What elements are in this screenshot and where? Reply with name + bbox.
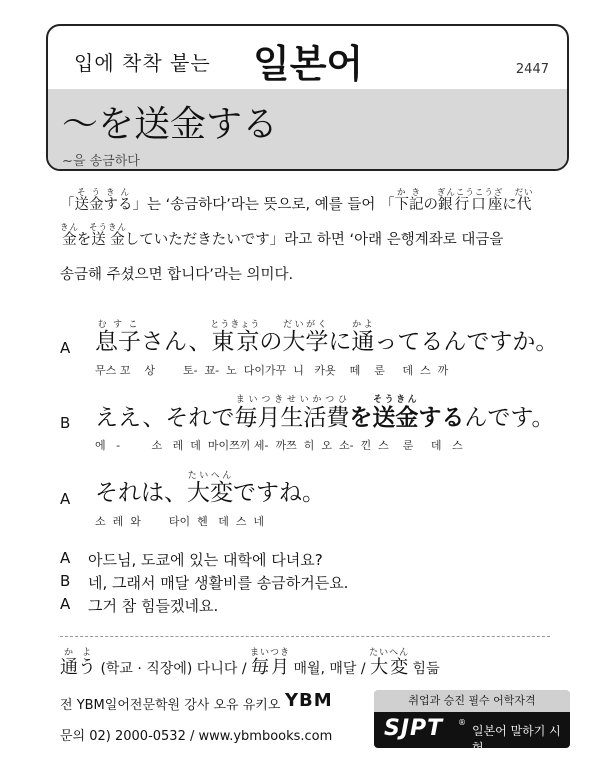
sjpt-ad xyxy=(374,690,570,755)
speaker-label: B xyxy=(60,414,71,432)
sjpt-tagline: 취업과 승진 필수 어학자격 xyxy=(374,690,570,712)
translation-line: 그거 참 힘들겠네요. xyxy=(88,597,219,615)
sjpt-banner xyxy=(374,712,570,755)
translation-speaker: A xyxy=(60,549,71,567)
brand-title: 일본어 xyxy=(253,42,364,86)
text: 송금해 주셨으면 합니다’라는 의미다. xyxy=(60,267,294,283)
divider xyxy=(60,636,550,637)
text: の xyxy=(423,197,438,213)
text: を xyxy=(76,232,92,248)
lesson-title: ～を送金する xyxy=(62,104,279,145)
dialog-line-3: それは、大変たいへんですね。 xyxy=(95,471,325,506)
speaker-label: A xyxy=(60,490,71,508)
ruby-word: 下記かき xyxy=(394,188,424,213)
ruby-word: 送金そうきん xyxy=(89,223,128,248)
translation-speaker: B xyxy=(60,572,71,590)
issue-number: 2447 xyxy=(515,62,549,77)
reading-line-1: 무스 꼬 상 토- 꾜- 노 다이가꾸 니 카욧 떼 룬 데 스 까 xyxy=(95,364,449,377)
translation-line: 네, 그래서 매달 생활비를 송금하거든요. xyxy=(88,574,349,592)
text: に xyxy=(502,197,517,213)
lesson-subtitle: ~을 송금하다 xyxy=(62,154,140,169)
text: 」라고 하면 ‘아래 은행계좌로 대금을 xyxy=(269,232,504,248)
ruby-word: 送金するそうきん xyxy=(74,188,133,213)
author-credit: 전 YBM일어전문학원 강사 오유 유키오 xyxy=(60,698,281,713)
translation-line: 아드님, 도쿄에 있는 대학에 다녀요? xyxy=(88,551,323,569)
ruby-word: 金きん xyxy=(60,223,80,248)
dialog-line-1: 息子むすこさん、東京とうきょうの大学だいがくに通かよってるんですか。 xyxy=(95,320,559,355)
contact-info: 문의 02) 2000-0532 / www.ybmbooks.com xyxy=(60,729,333,744)
header-box xyxy=(46,24,569,171)
dialog-line-2: ええ、それで毎月生活費まいつきせいかつひを送金そうきんするんです。 xyxy=(95,395,555,431)
translation-speaker: A xyxy=(60,595,71,613)
speaker-label: A xyxy=(60,339,71,357)
reading-line-2: 에 - 소 레 데 마이쯔끼 세- 까쯔 히 오 소- 낀 스 룬 데 스 xyxy=(95,439,463,452)
text: 「 xyxy=(60,197,75,213)
registered-mark: ® xyxy=(458,718,466,727)
brand-subtitle: 입에 착착 붙는 xyxy=(74,51,211,75)
reading-line-3: 소 레 와 타이 헨 데 스 네 xyxy=(95,515,265,528)
sjpt-logo: SJPT xyxy=(384,716,444,741)
text: 」는 ‘송금하다’라는 뜻으로, 예를 들어 「 xyxy=(132,197,395,213)
ybm-logo: YBM xyxy=(285,690,333,711)
ruby-word: 代だい xyxy=(514,188,534,213)
explanation xyxy=(60,188,560,293)
sjpt-description: 일본어 말하기 시험 xyxy=(472,724,561,755)
vocabulary: 通うかよ (학교 · 직장에) 다니다 / 毎月まいつき 매월, 매달 / 大変たいへん 힘듦 xyxy=(60,648,440,678)
text: していただきたいです xyxy=(124,232,270,248)
ruby-word: 銀行口座ぎんこうこうざ xyxy=(436,188,504,213)
